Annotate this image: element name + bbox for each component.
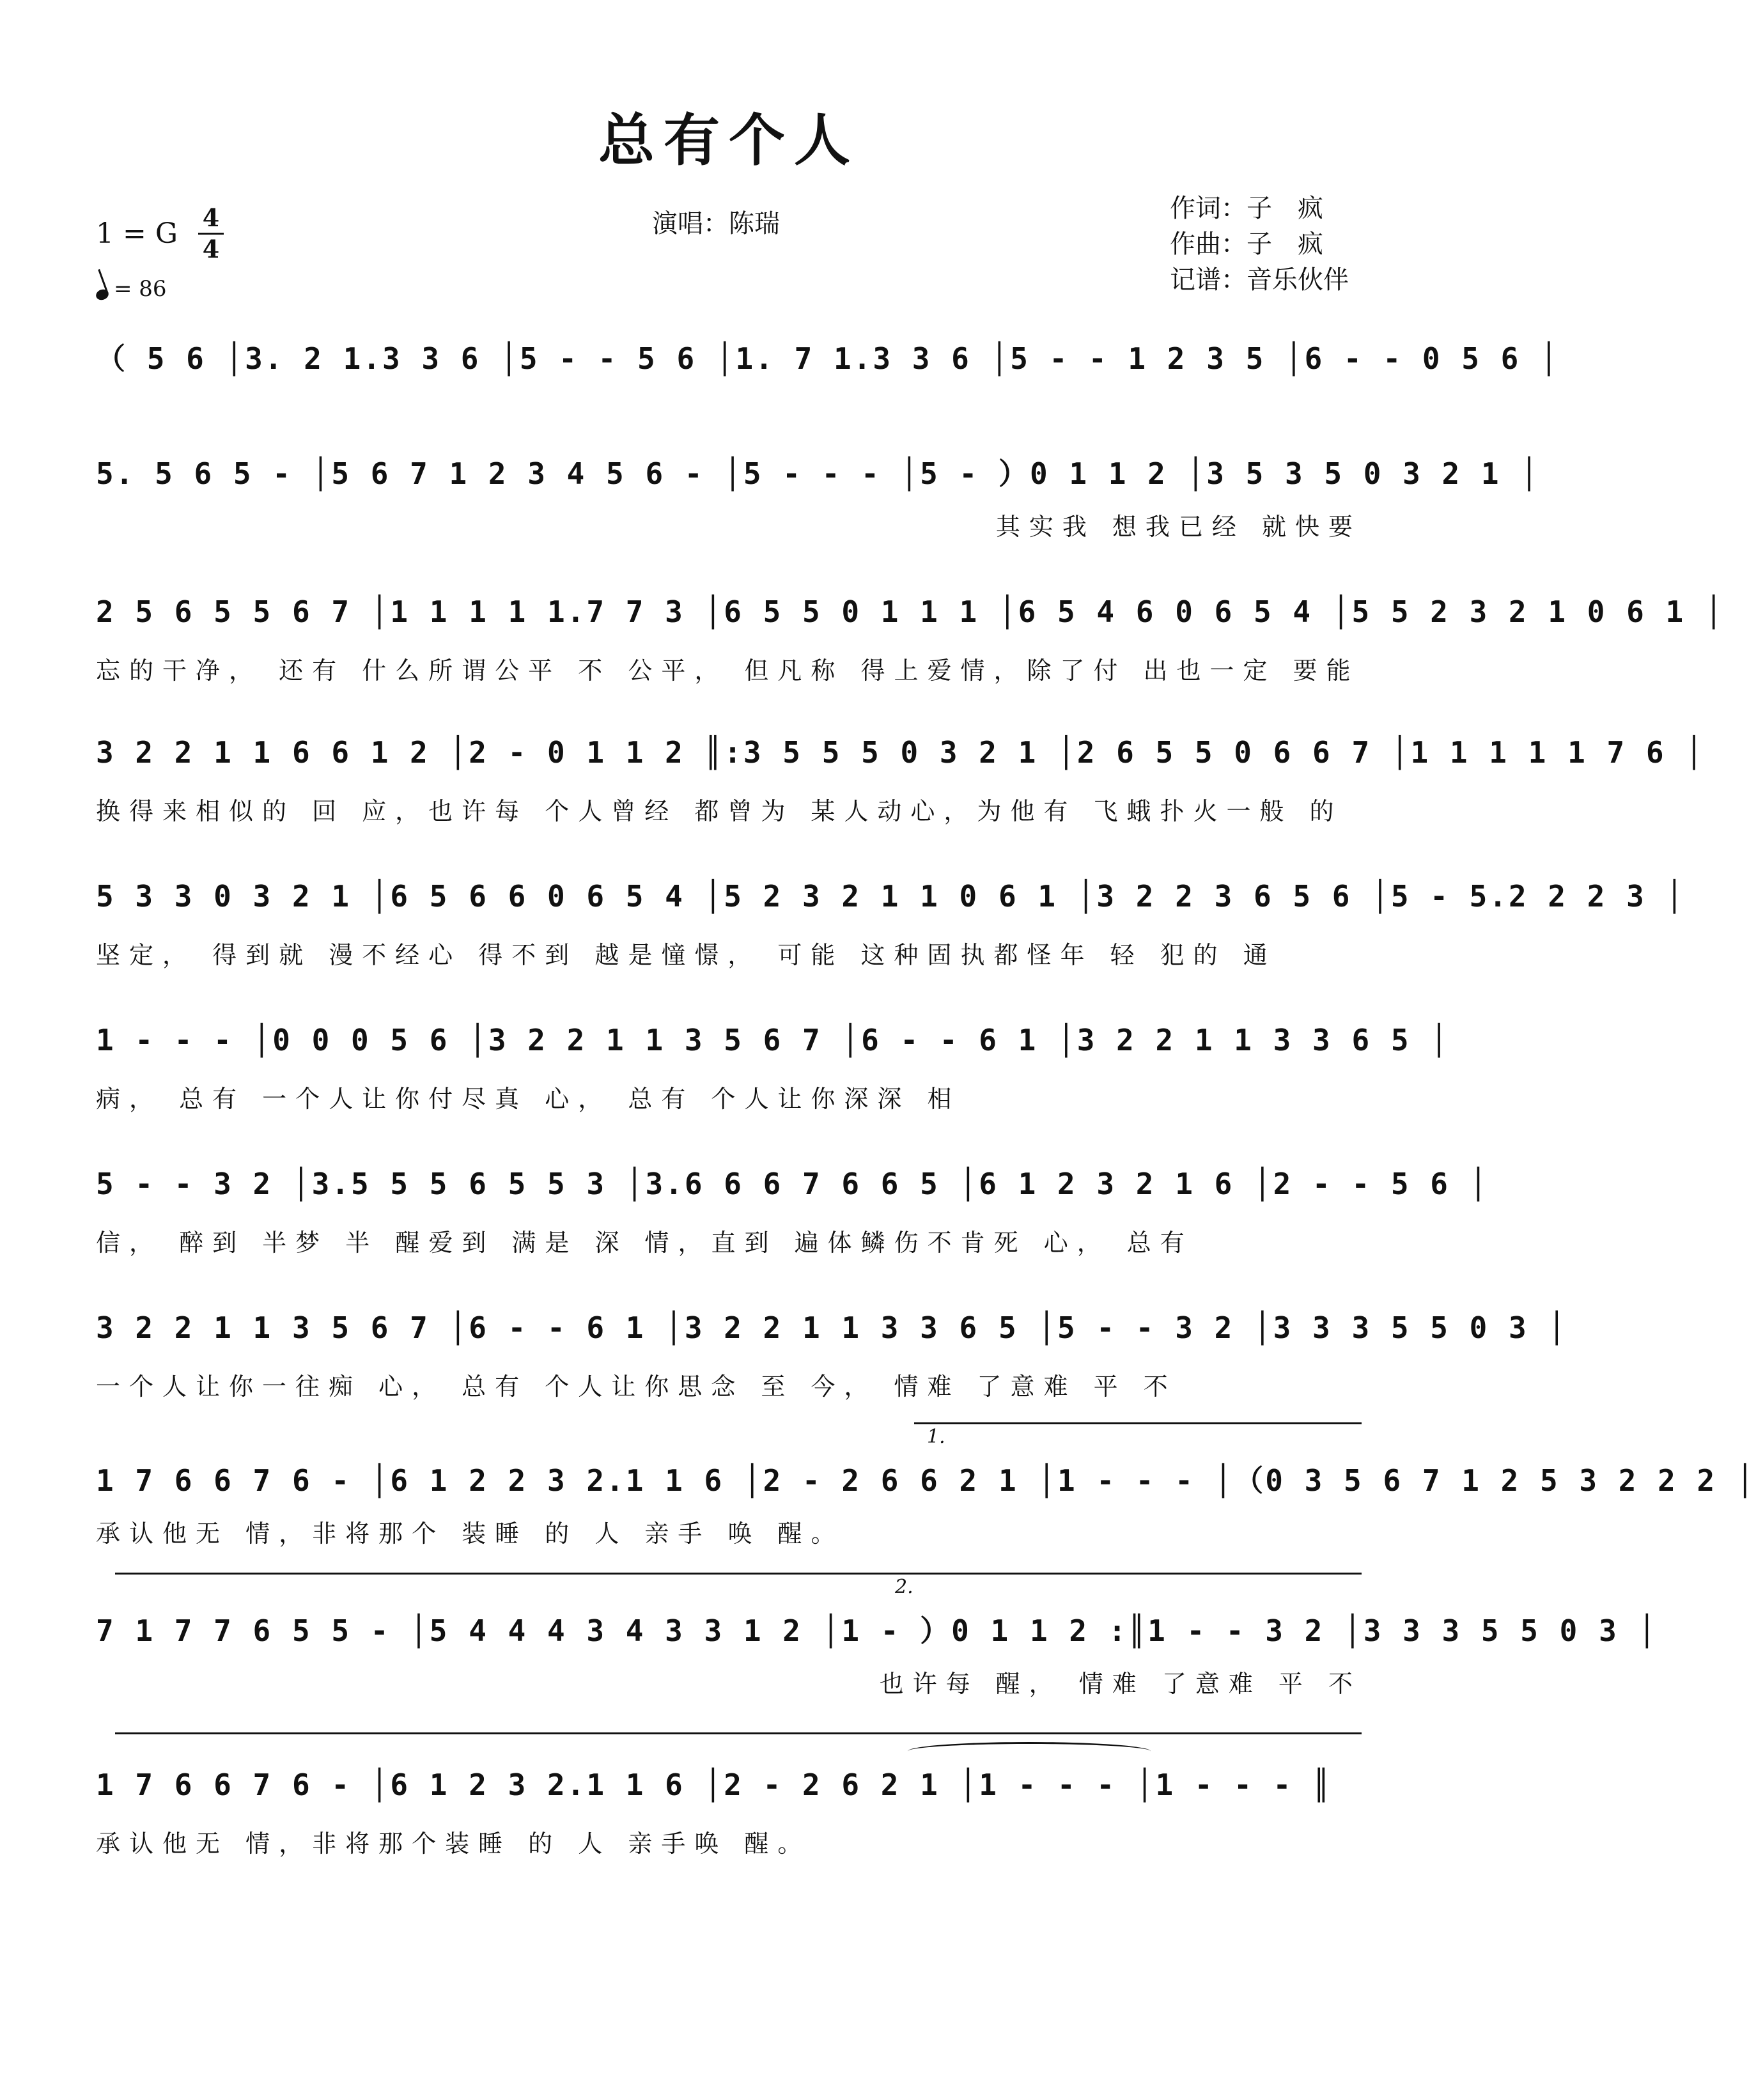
lyric-line: 忘的干净， 还有 什么所谓公平 不 公平， 但凡称 得上爱情，除了付 出也一定 要能 bbox=[96, 657, 1360, 685]
tempo-value: = 86 bbox=[114, 276, 167, 302]
tempo-marking bbox=[96, 276, 167, 302]
lyric-line: 坚定， 得到就 漫不经心 得不到 越是憧憬， 可能 这种固执都怪年 轻 犯的 通 bbox=[96, 941, 1277, 969]
ending-bracket-line bbox=[115, 1732, 1362, 1734]
transcriber-credit: 记谱：音乐伙伴 bbox=[1170, 265, 1349, 295]
time-signature-top: 4 bbox=[202, 203, 220, 232]
notation-line: 7 1 7 7 6 5 5 - │5 4 4 4 3 4 3 3 1 2 │1 - ）0 1 1 2 :║1 - - 3 2 │3 3 3 5 5 0 3 │ bbox=[96, 1614, 1658, 1648]
notation-line: 1 - - - │0 0 0 5 6 │3 2 2 1 1 3 5 6 7 │6 - - 6 1 │3 2 2 1 1 3 3 6 5 │ bbox=[96, 1023, 1450, 1057]
time-signature-bottom: 4 bbox=[198, 233, 224, 264]
lyric-line: 其实我 想我已经 就快要 bbox=[995, 513, 1362, 541]
first-ending-bracket bbox=[914, 1422, 1362, 1424]
key-signature: 1 = G bbox=[96, 217, 178, 250]
notation-line: 3 2 2 1 1 6 6 1 2 │2 - 0 1 1 2 ║:3 5 5 5 0 3 2 1 │2 6 5 5 0 6 6 7 │1 1 1 1 1 7 6 │ bbox=[96, 735, 1705, 770]
lyric-line: 信， 醉到 半梦 半 醒爱到 满是 深 情，直到 遍体鳞伤不肯死 心， 总有 bbox=[96, 1229, 1193, 1257]
notation-line: 1 7 6 6 7 6 - │6 1 2 2 3 2.1 1 6 │2 - 2 6 6 2 1 │1 - - - │（0 3 5 6 7 1 2 5 3 2 2 2 │ bbox=[96, 1463, 1756, 1498]
first-ending-label: 1. bbox=[927, 1426, 945, 1448]
time-signature bbox=[198, 203, 224, 264]
notation-line: 5 3 3 0 3 2 1 │6 5 6 6 0 6 5 4 │5 2 3 2 1 1 0 6 1 │3 2 2 3 6 5 6 │5 - 5.2 2 2 3 │ bbox=[96, 879, 1686, 914]
notation-line: 5. 5 6 5 - │5 6 7 1 2 3 4 5 6 - │5 - - - │5 - ）0 1 1 2 │3 5 3 5 0 3 2 1 │ bbox=[96, 456, 1540, 491]
quarter-note-icon bbox=[95, 288, 110, 302]
lyric-line: 病， 总有 一个人让你付尽真 心， 总有 个人让你深深 相 bbox=[96, 1085, 961, 1113]
notation-line: 3 2 2 1 1 3 5 6 7 │6 - - 6 1 │3 2 2 1 1 3 3 6 5 │5 - - 3 2 │3 3 3 5 5 0 3 │ bbox=[96, 1311, 1568, 1345]
lyricist-credit: 作词：子 疯 bbox=[1170, 194, 1323, 223]
notation-line: 1 7 6 6 7 6 - │6 1 2 3 2.1 1 6 │2 - 2 6 2 1 │1 - - - │1 - - - ║ bbox=[96, 1768, 1332, 1802]
lyric-line: 承认他无 情，非将那个 装睡 的 人 亲手 唤 醒。 bbox=[96, 1520, 844, 1548]
tie-slur bbox=[908, 1742, 1151, 1761]
repeat-bracket-line bbox=[115, 1573, 1362, 1575]
lyric-line: 换得来相似的 回 应，也许每 个人曾经 都曾为 某人动心，为他有 飞蛾扑火一般 的 bbox=[96, 797, 1343, 825]
notation-line: 5 - - 3 2 │3.5 5 5 6 5 5 3 │3.6 6 6 7 6 6 5 │6 1 2 3 2 1 6 │2 - - 5 6 │ bbox=[96, 1167, 1489, 1201]
singer-credit: 演唱：陈瑞 bbox=[652, 209, 780, 238]
song-title: 总有个人 bbox=[598, 107, 859, 173]
composer-credit: 作曲：子 疯 bbox=[1170, 229, 1323, 259]
credits bbox=[1170, 191, 1349, 298]
lyric-line: 也许每 醒， 情难 了意难 平 不 bbox=[879, 1670, 1362, 1698]
notation-line: （ 5 6 │3. 2 1.3 3 6 │5 - - 5 6 │1. 7 1.3 3 6 │5 - - 1 2 3 5 │6 - - 0 5 6 │ bbox=[96, 341, 1560, 376]
lyric-line: 承认他无 情，非将那个装睡 的 人 亲手唤 醒。 bbox=[96, 1830, 811, 1858]
second-ending-label: 2. bbox=[895, 1576, 913, 1598]
notation-line: 2 5 6 5 5 6 7 │1 1 1 1 1.7 7 3 │6 5 5 0 1 1 1 │6 5 4 6 0 6 5 4 │5 5 2 3 2 1 0 6 1 │ bbox=[96, 595, 1725, 629]
lyric-line: 一个人让你一往痴 心， 总有 个人让你思念 至 今， 情难 了意难 平 不 bbox=[96, 1373, 1177, 1401]
